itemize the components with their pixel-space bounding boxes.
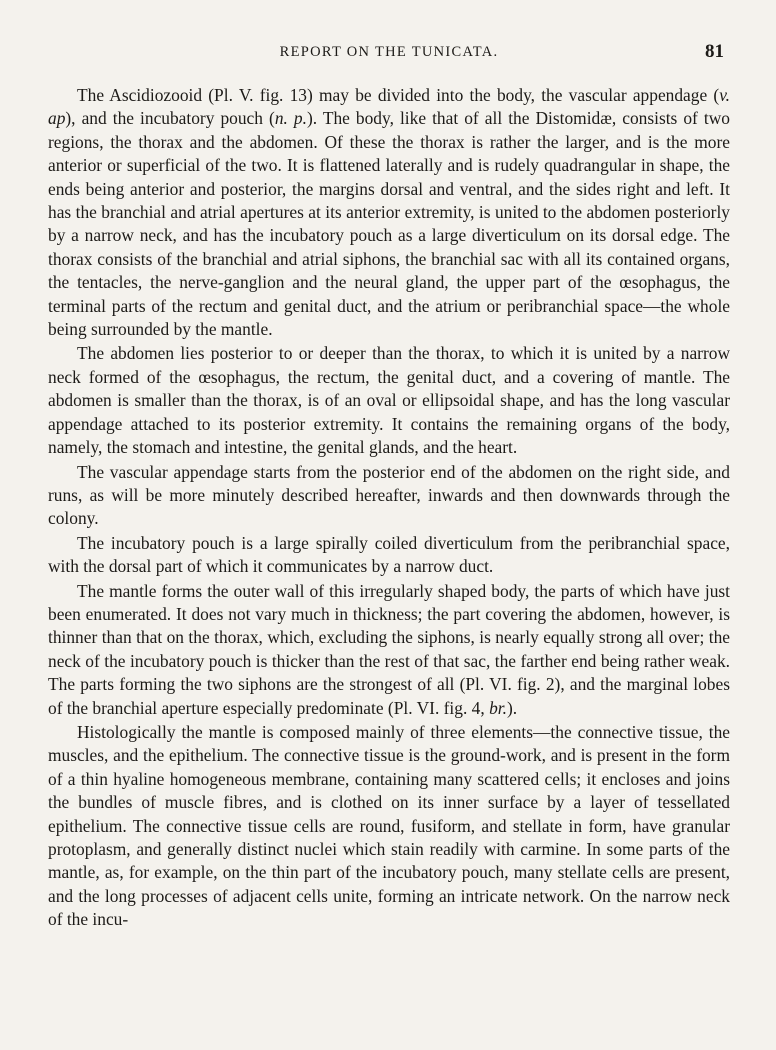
figure-abbreviation: n. p. bbox=[274, 108, 307, 129]
paragraph-ascidiozooid bbox=[48, 84, 730, 341]
running-title: REPORT ON THE TUNICATA. bbox=[279, 44, 499, 60]
paragraph-abdomen: The abdomen lies posterior to or deeper than the thorax, to which it is united by a narrow neck formed of the œsophagus, the rectum, the genital duct, and a covering of mantle. The abdomen is smaller than the thorax, is of an oval or ellipsoidal shape, and has the long vascular appendage attached to its posterior extremity. It contains the remaining organs of the body, namely, the stomach and intestine, the genital glands, and the heart. bbox=[48, 343, 730, 458]
page-number: 81 bbox=[705, 41, 724, 62]
body-text bbox=[48, 84, 730, 932]
paragraph-histology: Histologically the mantle is composed mainly of three elements—the connective tissue, the muscles, and the epithelium. The connective tissue is the ground-work, and is present in the form of a thin hyaline homogeneous membrane, containing many scattered cells; it encloses and joins the bundles of muscle fibres, and is clothed on its inner surface by a layer of tessellated epithelium. The connective tissue cells are round, fusiform, and stellate in form, have granular protoplasm, and generally distinct nuclei which stain readily with carmine. In some parts of the mantle, as, for example, on the thin part of the incubatory pouch, many stellate cells are present, and the long processes of adjacent cells unite, forming an intricate network. On the narrow neck of the incu- bbox=[48, 721, 730, 930]
figure-abbreviation: br. bbox=[489, 697, 507, 718]
paragraph-text: ), and the incubatory pouch ( bbox=[65, 108, 275, 129]
paragraph-mantle bbox=[48, 580, 730, 720]
figure-abbreviation: v. ap bbox=[48, 85, 730, 129]
paragraph-text: ). bbox=[506, 697, 518, 718]
paragraph-text: The mantle forms the outer wall of this irregularly shaped body, the parts of which have just been enumerated. It does not vary much in thickness; the part covering the abdomen, however, is thinner than that on the thorax, which, excluding the siphons, is nearly equally strong all over; the neck of the incubatory pouch is thicker than the rest of that sac, the farther end being rather weak. The parts forming the two siphons are the strongest of all (Pl. VI. fig. 2), and the marginal lobes of the branchial aperture especially predominate (Pl. VI. fig. 4, bbox=[48, 580, 730, 718]
paragraph-text: The Ascidiozooid (Pl. V. fig. 13) may be divided into the body, the vascular appendage ( bbox=[77, 85, 720, 105]
paragraph-incubatory-pouch: The incubatory pouch is a large spirally coiled diverticulum from the peribranchial space, with the dorsal part of which it communicates by a narrow duct. bbox=[48, 532, 730, 577]
paragraph-text: ). The body, like that of all the Distomidæ, consists of two regions, the thorax and the abdomen. Of these the thorax is rather the larger, and is the more anterior or superficial of the two. It is flattened laterally and is rudely quadrangular in shape, the ends being anterior and posterior, the margins dorsal and ventral, and the sides right and left. It has the branchial and atrial apertures at its anterior extremity, is united to the abdomen posteriorly by a narrow neck, and has the incubatory pouch as a large diverticulum on its dorsal edge. The thorax consists of the branchial and atrial siphons, the branchial sac with all its contained organs, the tentacles, the nerve-ganglion and the neural gland, the upper part of the œsophagus, the terminal parts of the rectum and genital duct, and the atrium or peribranchial space—the whole being surrounded by the mantle. bbox=[48, 108, 730, 340]
running-head bbox=[48, 41, 730, 66]
paragraph-vascular-appendage: The vascular appendage starts from the posterior end of the abdomen on the right side, and runs, as will be more minutely described hereafter, inwards and then downwards through the colony. bbox=[48, 461, 730, 529]
